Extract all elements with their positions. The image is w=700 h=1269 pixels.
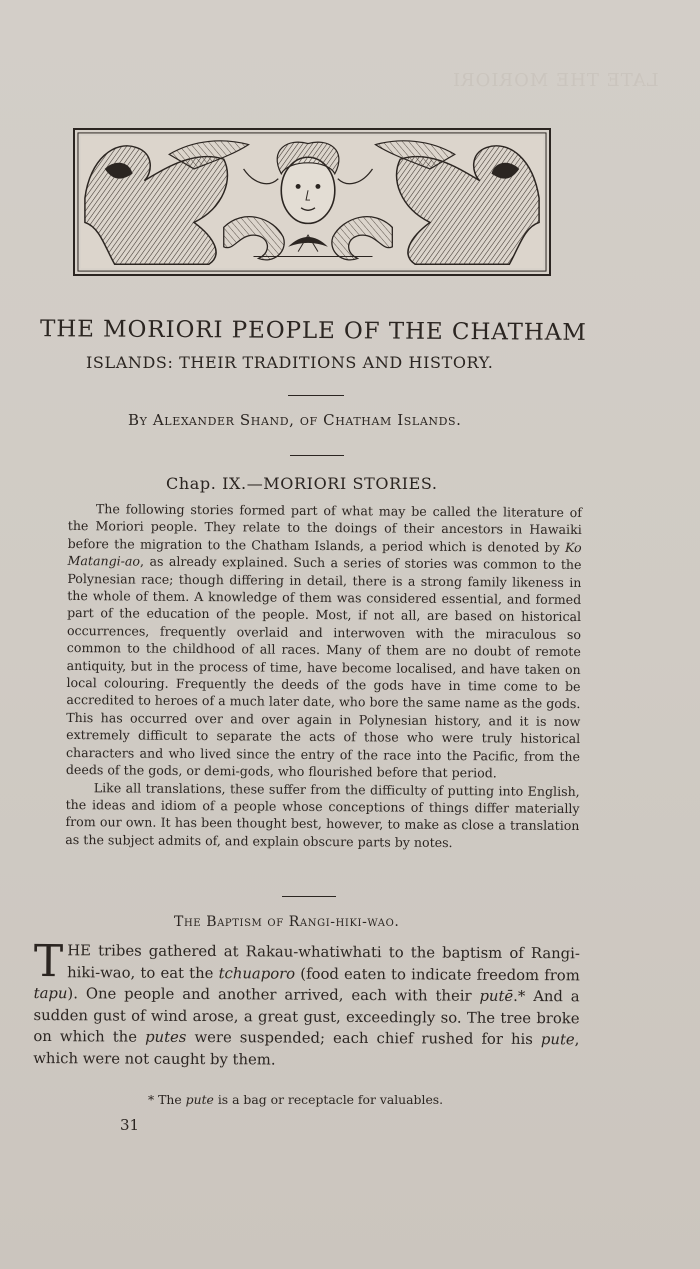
story-title: The Baptism of Rangi-hiki-wao. <box>174 914 400 930</box>
ornament-engraving-icon <box>75 130 549 274</box>
chapter-heading: Chap. IX.—MORIORI STORIES. <box>166 474 438 493</box>
story-text-3: ). One people and another arrived, each with their <box>67 985 480 1005</box>
article-subtitle: ISLANDS: THEIR TRADITIONS AND HISTORY. <box>86 353 494 372</box>
drop-cap: T <box>33 936 64 988</box>
byline-divider <box>290 455 344 456</box>
intro-paragraph-1 <box>66 500 582 783</box>
story-text-6: , which were not caught by them. <box>33 1031 580 1069</box>
story-text-2: (food eaten to indicate freedom from <box>295 965 580 984</box>
story-italic-2: tapu <box>33 985 68 1003</box>
bleed-through-text: LATE THE MORIORI <box>452 70 659 91</box>
article-title: THE MORIORI PEOPLE OF THE CHATHAM <box>39 316 587 346</box>
intro-p1-text-a: The following stories formed part of what may be called the literature of the Moriori people. They relate to the doings of their ancestors in Hawaiki before the migration to the Chatham Islands, a period which is denoted by <box>67 501 582 555</box>
story-text <box>33 936 580 1073</box>
footnote-text: is a bag or receptacle for valuables. <box>213 1092 444 1107</box>
story-italic-5: pute <box>540 1031 575 1049</box>
page-number: 31 <box>120 1116 140 1134</box>
footnote-italic: pute <box>185 1092 214 1107</box>
story-italic-4: putes <box>145 1029 187 1047</box>
section-divider <box>282 896 336 897</box>
footnote-marker: * The <box>148 1092 186 1107</box>
intro-p1-italic: Ko Matangi-ao <box>67 539 582 569</box>
title-divider <box>288 395 344 396</box>
intro-paragraph-2: Like all translations, these suffer from the difficulty of putting into English, the ideas and idiom of a people whose conceptions of things differ materially from our own. It has been thought best, however, to make as close a translation as the subject admits of, and explain obscure parts by notes. <box>65 779 580 850</box>
byline: By Alexander Shand, of Chatham Islands. <box>128 411 462 429</box>
story-text-1: HE tribes gathered at Rakau-whatiwhati to the baptism of Rangi-hiki-wao, to eat the <box>67 942 580 982</box>
story-text-5: were suspended; each chief rushed for his <box>186 1029 542 1049</box>
story-italic-3: putē <box>479 987 514 1006</box>
story-text-4: .* And a sudden gust of wind arose, a great gust, exceedingly so. The tree broke on which the <box>33 988 580 1047</box>
footnote <box>148 1092 568 1107</box>
intro-text <box>65 500 582 852</box>
story-italic-1: tchuaporo <box>218 964 296 983</box>
ornamental-headpiece <box>73 128 551 276</box>
intro-p1-text-c: , as already explained. Such a series of stories was common to the Polynesian race; though differing in detail, there is a strong family likeness in the whole of them. A knowledge of them was considered essential, and formed part of the education of the people. Most, if not all, are based on historical occurrences, frequently overlaid and interwoven with the miraculous so common to the childhood of all races. Many of them are no doubt of remote antiquity, but in the process of time, have become localised, and have taken on local colouring. Frequently the deeds of the gods have in time come to be accredited to heroes of a much later date, who bore the same name as the gods. This has occurred over and over again in Polynesian history, and it is now extremely difficult to separate the acts of those who were truly historical characters and who lived since the entry of the race into the Pacific, from the deeds of the gods, or demi-gods, who flourished before that period. <box>65 553 582 781</box>
